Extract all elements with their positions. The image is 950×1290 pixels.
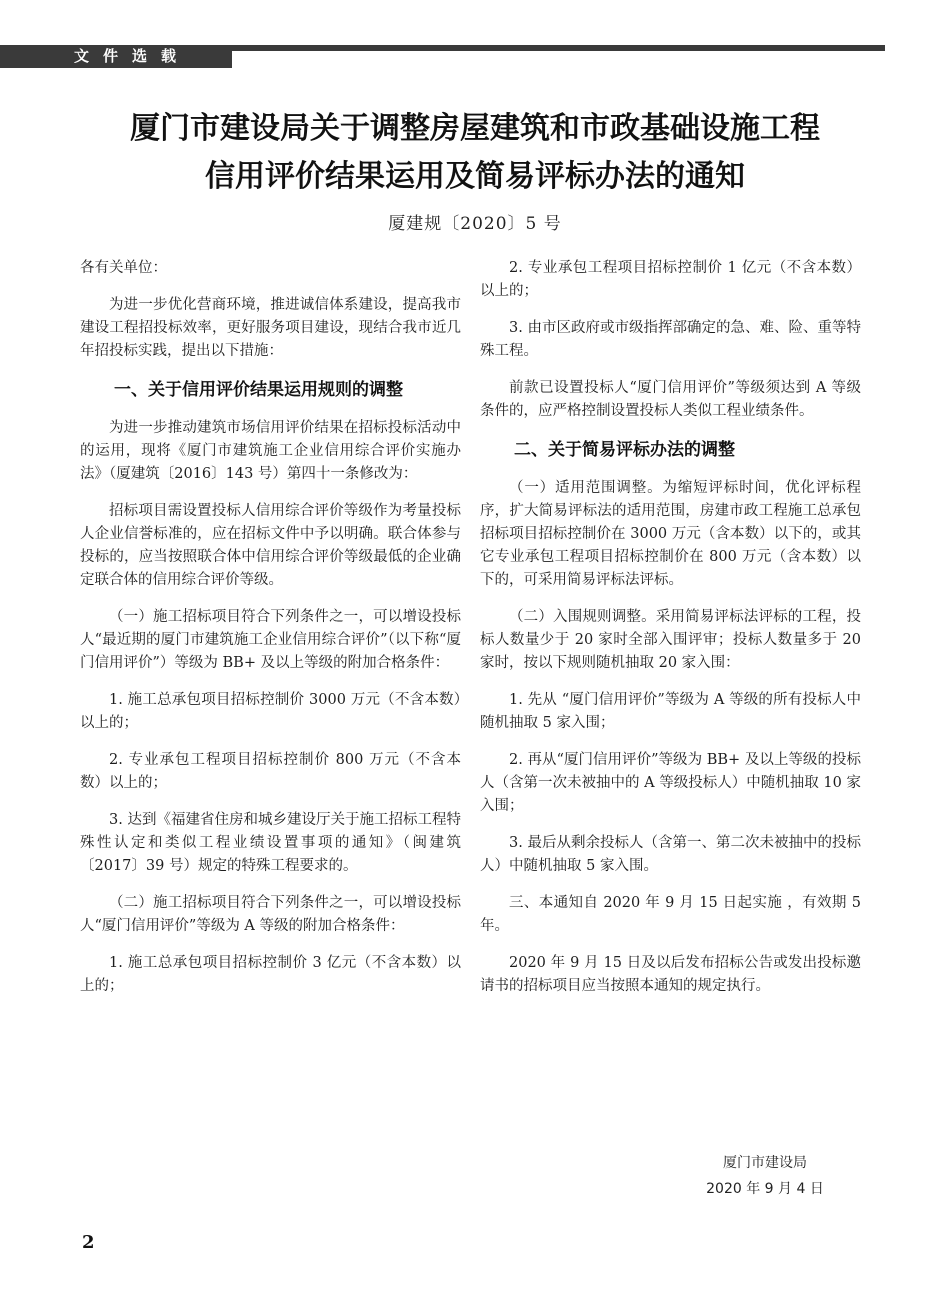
intro-paragraph: 为进一步优化营商环境，推进诚信体系建设，提高我市建设工程招投标效率，更好服务项目建设，现结合我市近几年招投标实践，提出以下措施： [80,297,461,359]
paragraph: （二）入围规则调整。采用简易评标法评标的工程，投标人数量少于 20 家时全部入围评审；投标人数量多于 20 家时，按以下规则随机抽取 20 家入围： [480,609,861,671]
issuer-name: 厦门市建设局 [723,1155,807,1171]
title-line-2: 信用评价结果运用及简易评标办法的通知 [205,159,745,194]
paragraph: （二）施工招标项目符合下列条件之一，可以增设投标人“厦门信用评价”等级为 A 等级的附加合格条件： [80,895,461,934]
list-item: 1. 先从 “厦门信用评价”等级为 A 等级的所有投标人中随机抽取 5 家入围； [480,692,861,731]
list-item: 3. 最后从剩余投标人（含第一、第二次未被抽中的投标人）中随机抽取 5 家入围。 [480,835,861,874]
page-number: 2 [82,1232,95,1253]
document-number: 厦建规〔2020〕5 号 [388,214,562,234]
paragraph: 三、本通知自 2020 年 9 月 15 日起实施 ，有效期 5 年。 [480,895,861,934]
right-column [480,257,861,1012]
list-item: 3. 由市区政府或市级指挥部确定的急、难、险、重等特殊工程。 [480,320,861,359]
section-heading-1: 一、关于信用评价结果运用规则的调整 [114,380,403,400]
list-item: 2. 专业承包工程项目招标控制价 800 万元（不含本数）以上的； [80,752,461,791]
section-label: 文件选载 [0,45,232,68]
list-item: 2. 专业承包工程项目招标控制价 1 亿元（不含本数）以上的； [480,260,861,299]
section-heading-2: 二、关于简易评标办法的调整 [514,440,735,460]
paragraph: 招标项目需设置投标人信用综合评价等级作为考量投标人企业信誉标准的，应在招标文件中予以明确。联合体参与投标的，应当按照联合体中信用综合评价等级最低的企业确定联合体的信用综合评价等级。 [80,503,461,588]
paragraph: （一）施工招标项目符合下列条件之一，可以增设投标人“最近期的厦门市建筑施工企业信用综合评价”（以下称“厦门信用评价”）等级为 BB+ 及以上等级的附加合格条件： [80,609,461,671]
issue-date: 2020 年 9 月 4 日 [706,1181,824,1197]
list-item: 2. 再从“厦门信用评价”等级为 BB+ 及以上等级的投标人（含第一次未被抽中的 A 等级投标人）中随机抽取 10 家入围； [480,752,861,814]
title-line-1: 厦门市建设局关于调整房屋建筑和市政基础设施工程 [130,111,820,146]
left-column [80,257,461,1012]
paragraph: 2020 年 9 月 15 日及以后发布招标公告或发出投标邀请书的招标项目应当按照本通知的规定执行。 [480,955,861,994]
paragraph: 为进一步推动建筑市场信用评价结果在招标投标活动中的运用，现将《厦门市建筑施工企业信用综合评价实施办法》（厦建筑〔2016〕143 号）第四十一条修改为： [80,420,461,482]
list-item: 1. 施工总承包项目招标控制价 3000 万元（不含本数）以上的； [80,692,461,731]
paragraph: 前款已设置投标人“厦门信用评价”等级须达到 A 等级条件的，应严格控制设置投标人类似工程业绩条件。 [480,380,861,419]
list-item: 1. 施工总承包项目招标控制价 3 亿元（不含本数）以上的； [80,955,461,994]
salutation: 各有关单位： [80,260,167,276]
list-item: 3. 达到《福建省住房和城乡建设厅关于施工招标工程特殊性认定和类似工程业绩设置事项的通知》（闽建筑〔2017〕39 号）规定的特殊工程要求的。 [80,812,461,874]
paragraph: （一）适用范围调整。为缩短评标时间，优化评标程序，扩大简易评标法的适用范围，房建市政工程施工总承包招标项目招标控制价在 3000 万元（含本数）以下的，或其它专业承包工程项目招标控制价在 800 万元（含本数）以下的，可采用简易评标法评标。 [480,480,861,588]
